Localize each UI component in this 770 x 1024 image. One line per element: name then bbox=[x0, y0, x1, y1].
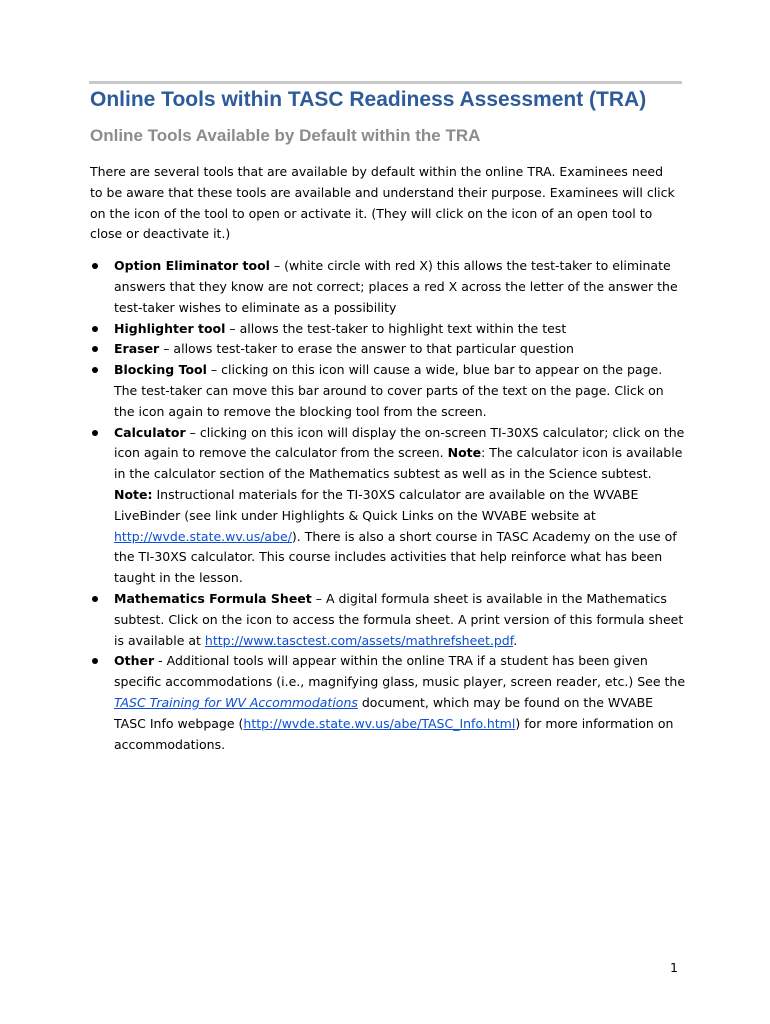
tool-description: : The calculator icon is available in the calculator section of the Mathematics subtest as well as in the Science subtest. bbox=[114, 445, 683, 482]
document-body bbox=[90, 162, 686, 755]
wvabe-website-link[interactable]: http://wvde.state.wv.us/abe/ bbox=[114, 528, 292, 544]
tool-name: Calculator bbox=[114, 424, 186, 440]
section-subtitle: Online Tools Available by Default within the TRA bbox=[90, 126, 481, 145]
tasc-info-link[interactable]: http://wvde.state.wv.us/abe/TASC_Info.html bbox=[243, 715, 516, 731]
tool-description: – allows test-taker to erase the answer to that particular question bbox=[159, 341, 574, 357]
tool-item-other bbox=[114, 651, 687, 755]
page-title: Online Tools within TASC Readiness Assessment (TRA) bbox=[90, 88, 647, 111]
tool-description: – clicking on this icon will cause a wide, blue bar to appear on the page. The test-taker can move this bar around to cover parts of the text on the page. Click on the icon again to remove the blocking tool from the screen. bbox=[114, 362, 664, 419]
tool-item-calculator bbox=[114, 423, 687, 589]
intro-paragraph: There are several tools that are available by default within the online TRA. Examinees need to be aware that these tools are available and understand their purpose. Examinees will click on the icon of the tool to open or activate it. (They will click on the icon of an open tool to close or deactivate it.) bbox=[90, 164, 675, 242]
tool-name: Blocking Tool bbox=[114, 362, 207, 378]
tool-description: Instructional materials for the TI-30XS calculator are available on the WVABE LiveBinder (see link under Highlights & Quick Links on the WVABE website at bbox=[114, 486, 639, 523]
note-label: Note bbox=[447, 445, 482, 461]
tool-description: - Additional tools will appear within the online TRA if a student has been given specific accommodations (i.e., magnifying glass, music player, screen reader, etc.) See the bbox=[114, 653, 686, 690]
tool-name: Mathematics Formula Sheet bbox=[114, 590, 312, 606]
tools-list bbox=[90, 256, 686, 755]
note-label: Note: bbox=[114, 486, 153, 502]
tool-name: Option Eliminator tool bbox=[114, 258, 270, 274]
page-number: 1 bbox=[670, 960, 678, 975]
tool-item-highlighter bbox=[114, 319, 687, 340]
tool-description: – allows the test-taker to highlight text within the test bbox=[225, 320, 567, 336]
tool-item-blocking bbox=[114, 360, 687, 422]
header-rule bbox=[89, 81, 682, 84]
accommodations-document-link[interactable]: TASC Training for WV Accommodations bbox=[114, 694, 358, 710]
tool-description: document, which may be found on the WVABE TASC Info webpage ( bbox=[114, 694, 654, 731]
tool-item-option-eliminator bbox=[114, 256, 687, 318]
tool-name: Highlighter tool bbox=[114, 320, 226, 336]
tool-description: ). There is also a short course in TASC Academy on the use of the TI-30XS calculator. This course includes activities that help reinforce what has been taught in the lesson. bbox=[114, 528, 677, 586]
tool-description: ) for more information on accommodations. bbox=[114, 715, 674, 752]
tool-name: Other bbox=[114, 653, 155, 669]
tool-item-formula-sheet bbox=[114, 589, 687, 651]
tool-description: . bbox=[513, 632, 518, 648]
tool-description: – clicking on this icon will display the on-screen TI-30XS calculator; click on the icon again to remove the calculator from the screen. bbox=[114, 424, 685, 461]
formula-sheet-link[interactable]: http://www.tasctest.com/assets/mathrefsheet.pdf bbox=[204, 632, 514, 648]
tool-description: – A digital formula sheet is available in the Mathematics subtest. Click on the icon to access the formula sheet. A print version of this formula sheet is available at bbox=[114, 590, 684, 648]
tool-description: – (white circle with red X) this allows the test-taker to eliminate answers that they know are not correct; places a red X across the letter of the answer the test-taker wishes to eliminate as a possibility bbox=[114, 258, 678, 315]
tool-name: Eraser bbox=[114, 341, 160, 357]
tool-item-eraser bbox=[114, 339, 687, 360]
